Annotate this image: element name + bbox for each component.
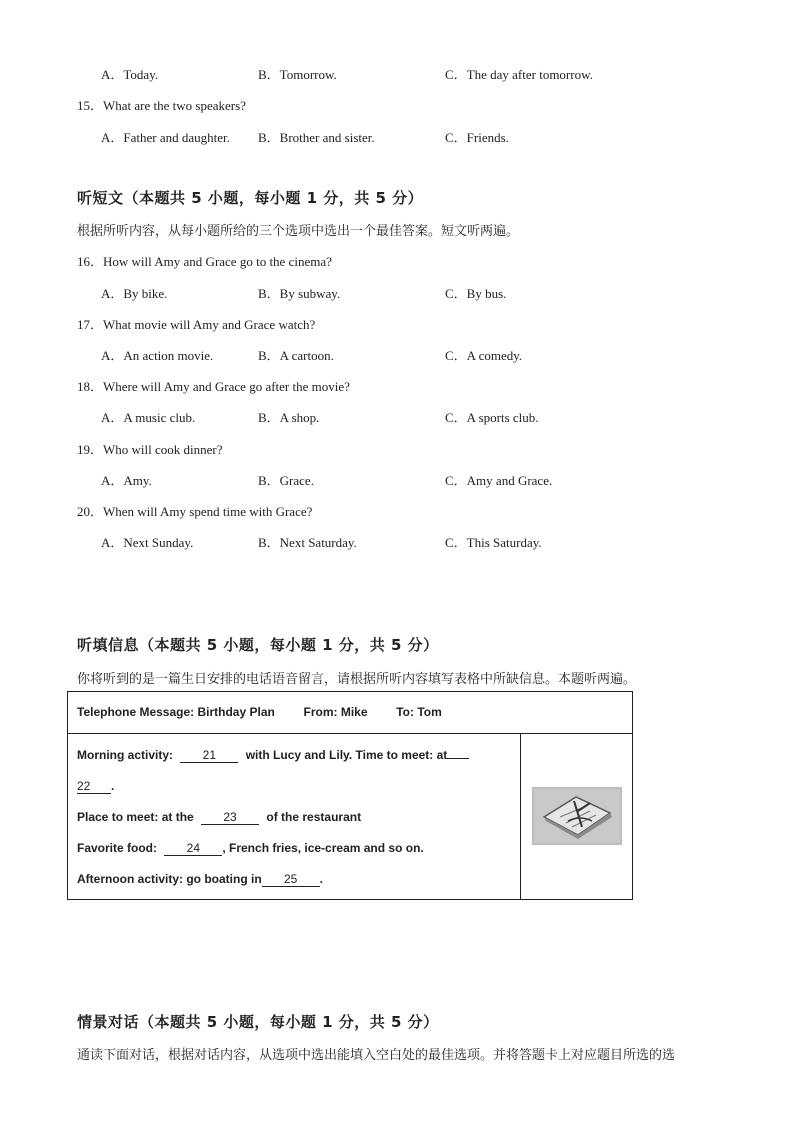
blank-21[interactable]: 21 <box>180 748 238 763</box>
q17-option-c: C．A comedy. <box>445 348 523 363</box>
q14-option-c: C．The day after tomorrow. <box>445 67 593 82</box>
q16-text: 16．How will Amy and Grace go to the cinema? <box>77 254 332 269</box>
section-instructions-dialog: 通读下面对话，根据对话内容，从选项中选出能填入空白处的最佳选项。并将答题卡上对应题目所选的选 <box>77 1048 676 1063</box>
boat-on-map-icon <box>532 787 622 845</box>
table-header-row <box>77 705 442 719</box>
section-heading-fill-info: 听填信息（本题共 5 小题，每小题 1 分，共 5 分） <box>77 636 439 654</box>
q19-option-b: B．Grace. <box>258 473 314 488</box>
q14-option-b: B．Tomorrow. <box>258 67 337 82</box>
q17-option-a: A．An action movie. <box>101 348 214 363</box>
q20-option-a: A．Next Sunday. <box>101 535 194 550</box>
q19-option-a: A．Amy. <box>101 473 152 488</box>
section-instructions-fill-info: 你将听到的是一篇生日安排的电话语音留言，请根据所听内容填写表格中所缺信息。本题听两遍。 <box>77 672 637 687</box>
blank-24[interactable]: 24 <box>164 841 222 856</box>
morning-label: Morning activity: <box>77 748 174 762</box>
table-column-divider <box>520 733 521 900</box>
q18-option-b: B．A shop. <box>258 410 320 425</box>
food-row <box>77 841 424 856</box>
q15-option-c: C．Friends. <box>445 130 509 145</box>
afternoon-label: Afternoon activity: go boating in <box>77 872 262 886</box>
q15-text: 15．What are the two speakers? <box>77 98 246 113</box>
q20-option-b: B．Next Saturday. <box>258 535 357 550</box>
afternoon-period: . <box>319 872 324 886</box>
blank-22-lead <box>447 758 469 759</box>
q15-option-b: B．Brother and sister. <box>258 130 375 145</box>
place-row <box>77 810 361 825</box>
q18-option-a: A．A music club. <box>101 410 196 425</box>
table-from: From: Mike <box>303 705 368 719</box>
section-instructions-short-passage: 根据所听内容，从每小题所给的三个选项中选出一个最佳答案。短文听两遍。 <box>77 224 520 239</box>
q15-option-a: A．Father and daughter. <box>101 130 230 145</box>
morning-rest: with Lucy and Lily. Time to meet: at <box>245 748 448 762</box>
q20-option-c: C．This Saturday. <box>445 535 542 550</box>
section-heading-dialog: 情景对话（本题共 5 小题，每小题 1 分，共 5 分） <box>77 1013 439 1031</box>
table-title: Telephone Message: Birthday Plan <box>77 705 275 719</box>
q16-option-b: B．By subway. <box>258 286 341 301</box>
table-to: To: Tom <box>396 705 442 719</box>
morning-activity-row <box>77 748 469 763</box>
section-heading-short-passage: 听短文（本题共 5 小题，每小题 1 分，共 5 分） <box>77 189 424 207</box>
q16-option-a: A．By bike. <box>101 286 168 301</box>
place-label: Place to meet: at the <box>77 810 194 824</box>
place-rest: of the restaurant <box>266 810 362 824</box>
blank-23[interactable]: 23 <box>201 810 259 825</box>
q17-text: 17．What movie will Amy and Grace watch? <box>77 317 316 332</box>
q17-option-b: B．A cartoon. <box>258 348 334 363</box>
morning-period: . <box>111 779 115 793</box>
q20-text: 20．When will Amy spend time with Grace? <box>77 504 313 519</box>
q18-option-c: C．A sports club. <box>445 410 539 425</box>
q16-option-c: C．By bus. <box>445 286 507 301</box>
q18-text: 18．Where will Amy and Grace go after the movie? <box>77 379 350 394</box>
morning-time-row <box>77 779 114 794</box>
blank-25[interactable]: 25 <box>262 872 320 887</box>
q14-option-a: A．Today. <box>101 67 159 82</box>
q19-option-c: C．Amy and Grace. <box>445 473 553 488</box>
table-divider <box>67 733 633 734</box>
afternoon-row <box>77 872 323 887</box>
blank-22[interactable]: 22 <box>77 779 111 794</box>
q19-text: 19．Who will cook dinner? <box>77 442 223 457</box>
food-rest: , French fries, ice-cream and so on. <box>222 841 424 855</box>
food-label: Favorite food: <box>77 841 157 855</box>
